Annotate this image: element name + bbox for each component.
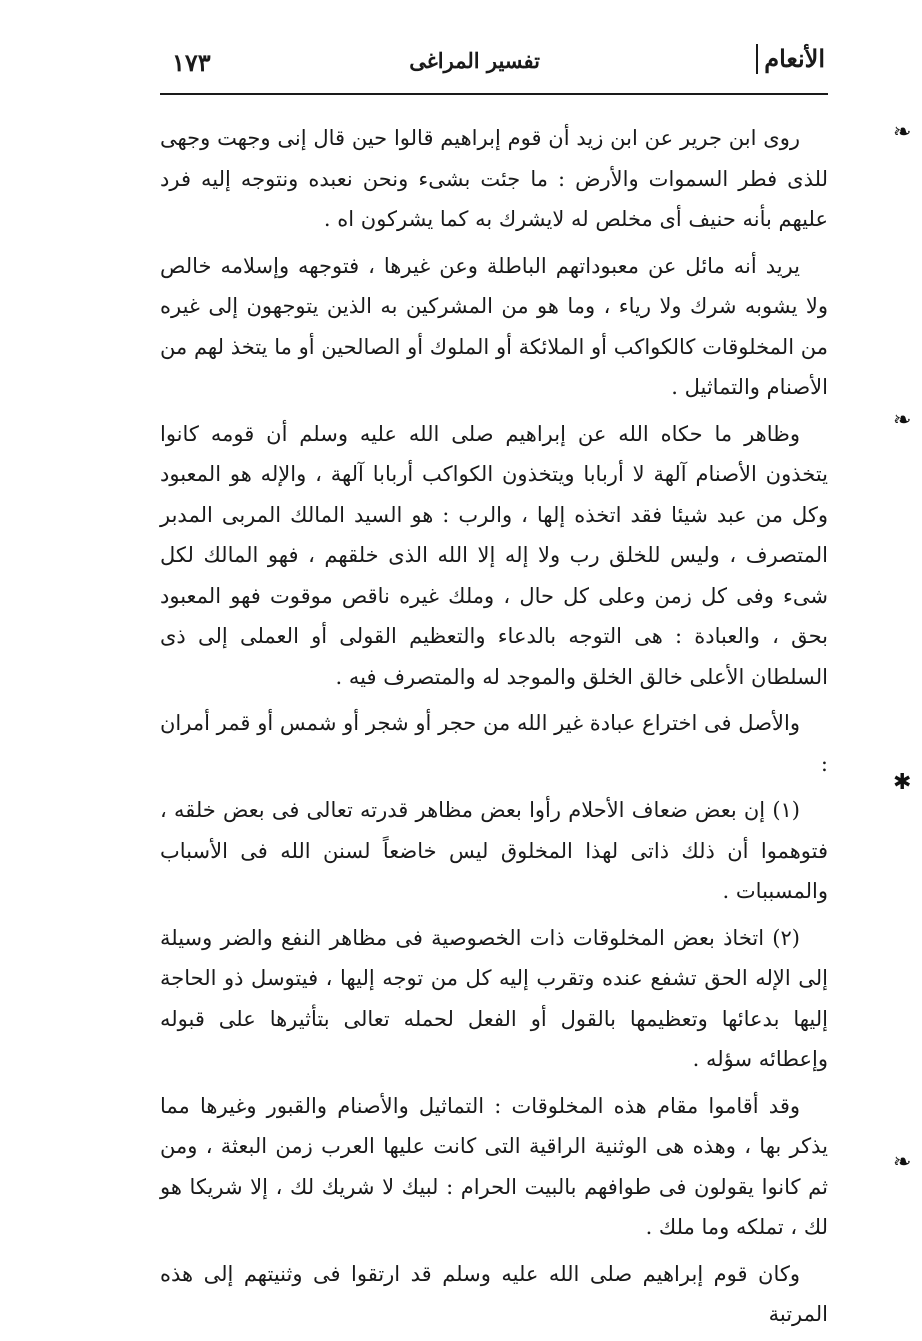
paragraph: (١) إن بعض ضعاف الأحلام رأوا بعض مظاهر قدرته تعالى فى بعض خلقه ، فتوهموا أن ذلك ذاتى لهذا المخلوق ليس خاضعاً لسنن الله فى الأسباب والمسببات .: [160, 798, 828, 903]
paragraph: يريد أنه مائل عن معبوداتهم الباطلة وعن غيرها ، فتوجهه وإسلامه خالص ولا يشوبه شرك ولا رياء ، وما هو من المشركين به الذين يتوجهون إلى غيره من المخلوقات كالكواكب أو الملائكة أو الملوك أو الصالحين أو ما يتخذ لهم من الأصنام والتماثيل .: [160, 253, 828, 399]
paragraph: (٢) اتخاذ بعض المخلوقات ذات الخصوصية فى مظاهر النفع والضر وسيلة إلى الإله الحق تشفع عنده وتقرب إليه كل من توجه إليها ، فيتوسل ذو الحاجة إليها بدعائها وتعظيمها بالقول أو الفعل لحمله تعالى بتأثيرها على قبوله وإعطائه سؤله .: [160, 925, 828, 1071]
margin-ornament: ❧: [893, 1150, 912, 1175]
margin-ornament: ✱: [893, 770, 912, 795]
paragraph: وقد أقاموا مقام هذه المخلوقات : التماثيل والأصنام والقبور وغيرها مما يذكر بها ، وهذه هى الوثنية الراقية التى كانت عليها العرب زمن البعثة ، ومن ثم كانوا يقولون فى طوافهم بالبيت الحرام : لبيك لا شريك لك ، إلا شريكا هو لك ، تملكه وما ملك .: [160, 1093, 828, 1239]
paragraph: روى ابن جرير عن ابن زيد أن قوم إبراهيم قالوا حين قال إنى وجهت وجهى للذى فطر السموات والأرض : ما جئت بشىء ونحن نعبده ونتوجه إليه فرد عليهم بأنه حنيف أى مخلص له لايشرك به كما يشركون اه .: [160, 126, 828, 231]
header-rule: [160, 93, 828, 95]
paragraph: وظاهر ما حكاه الله عن إبراهيم صلى الله عليه وسلم أن قومه كانوا يتخذون الأصنام آلهة لا أربابا ويتخذون الكواكب أربابا آلهة ، والإله هو المعبود وكل من عبد شيئا فقد اتخذه إلها ، والرب : هو السيد المالك المربى المدبر المتصرف ، وليس للخلق رب ولا إله إلا الله الذى خلقهم ، فهو المالك لكل شىء وفى كل زمن وعلى كل حال ، وملك غيره ناقص موقوت فهو المعبود بحق ، والعبادة : هى التوجه بالدعاء والتعظيم القولى أو العملى إلى ذى السلطان الأعلى خالق الخلق والموجد له والمتصرف فيه .: [160, 421, 828, 689]
book-title: تفسير المراغى: [409, 48, 540, 73]
section-title: الأنعام: [756, 44, 825, 74]
margin-ornament: ❧: [893, 408, 912, 433]
page-body: [160, 118, 828, 1341]
page-number: ١٧٣: [172, 48, 211, 77]
paragraph: والأصل فى اختراع عبادة غير الله من حجر أو شجر أو شمس أو قمر أمران :: [160, 711, 828, 776]
paragraph: وكان قوم إبراهيم صلى الله عليه وسلم قد ارتقوا فى وثنيتهم إلى هذه المرتبة: [160, 1261, 828, 1326]
page-header: [160, 38, 825, 96]
margin-ornament: ❧: [893, 120, 912, 145]
